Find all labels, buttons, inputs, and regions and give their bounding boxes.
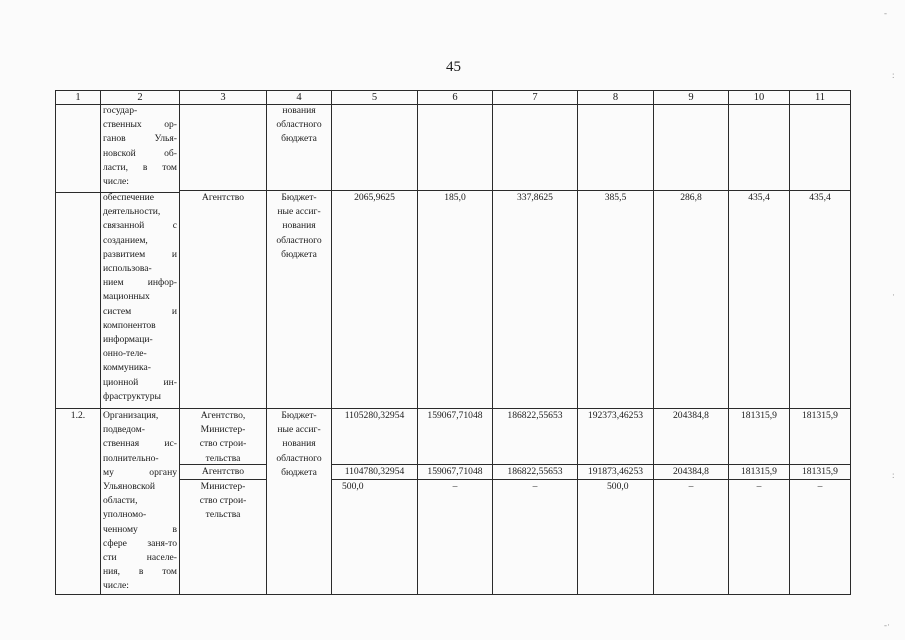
page-number: 45 xyxy=(446,59,461,75)
value-cell: 159067,71048 xyxy=(427,410,483,421)
value-cell: – xyxy=(532,481,538,492)
row-obespechenie-executor: Агентство xyxy=(201,192,245,203)
col-header: 2 xyxy=(137,92,143,103)
budget-table xyxy=(55,90,851,595)
row-obespechenie-name: обеспечение деятельности, связанной с созданием, развитием и использова- нием инфор- мационных систем и компонентов информаци- онно-теле- коммуника- ционной ин- фраструктуры xyxy=(103,192,177,402)
value-cell: 435,4 xyxy=(809,192,831,203)
value-cell: 186822,55653 xyxy=(507,410,563,421)
row-1-2-number: 1.2. xyxy=(70,410,86,421)
value-cell: 159067,71048 xyxy=(427,466,483,477)
value-cell: 191873,46253 xyxy=(587,466,644,477)
col-header: 8 xyxy=(612,92,619,103)
row-1-2-agency-executor: Агентство xyxy=(201,466,245,477)
col-header: 3 xyxy=(220,92,226,103)
value-cell: 192373,46253 xyxy=(587,410,644,421)
col-header: 10 xyxy=(753,92,765,103)
value-cell: 337,8625 xyxy=(517,192,553,203)
row-obespechenie-source: Бюджет- ные ассиг- нования областного бюджета xyxy=(276,192,322,260)
value-cell: 1104780,32954 xyxy=(344,466,405,477)
value-cell: 286,8 xyxy=(680,192,702,203)
scan-mark: · xyxy=(892,290,895,300)
value-cell: – xyxy=(817,481,823,492)
value-cell: 500,0 xyxy=(342,481,364,492)
value-cell: 2065,9625 xyxy=(354,192,395,203)
value-cell: 204384,8 xyxy=(673,466,709,477)
value-cell: 181315,9 xyxy=(802,466,838,477)
col-header: 1 xyxy=(75,92,81,103)
value-cell: – xyxy=(452,481,458,492)
value-cell: 181315,9 xyxy=(802,410,838,421)
value-cell: 385,5 xyxy=(604,192,627,203)
row-1-2-name: Организация, подведом- ственная ис- полнительно- му органу Ульяновской области, уполномо- ченному в сфере заня-то сти населе- ния, в том числе: xyxy=(103,410,177,592)
scan-mark: : xyxy=(892,470,895,480)
value-cell: 181315,9 xyxy=(741,466,777,477)
value-cell: 1105280,32954 xyxy=(344,410,405,421)
scan-mark: -· xyxy=(884,620,890,630)
row-1-2-source: Бюджет- ные ассиг- нования областного бюджета xyxy=(276,410,322,478)
col-header: 4 xyxy=(296,92,302,103)
value-cell: 186822,55653 xyxy=(507,466,563,477)
row-continuation-name: государ- ственных ор- ганов Улья- новской об- ласти, в том числе: xyxy=(103,105,177,188)
value-cell: – xyxy=(688,481,694,492)
value-cell: – xyxy=(756,481,762,492)
col-header: 7 xyxy=(532,92,538,103)
col-header: 5 xyxy=(371,92,378,103)
value-cell: 435,4 xyxy=(748,192,770,203)
value-cell: 181315,9 xyxy=(741,410,777,421)
row-1-2-ministry-executor: Министер- ство строи- тельства xyxy=(199,481,247,521)
value-cell: 204384,8 xyxy=(673,410,709,421)
row-1-2-total-executor: Агентство, Министер- ство строи- тельства xyxy=(199,410,247,464)
row-continuation-source: нования областного бюджета xyxy=(276,105,322,145)
col-header: 9 xyxy=(688,92,694,103)
col-header: 11 xyxy=(814,92,826,103)
scan-mark: : xyxy=(892,70,895,80)
value-cell: 500,0 xyxy=(607,481,629,492)
value-cell: 185,0 xyxy=(444,192,466,203)
scan-mark: - xyxy=(884,8,887,18)
col-header: 6 xyxy=(452,92,458,103)
